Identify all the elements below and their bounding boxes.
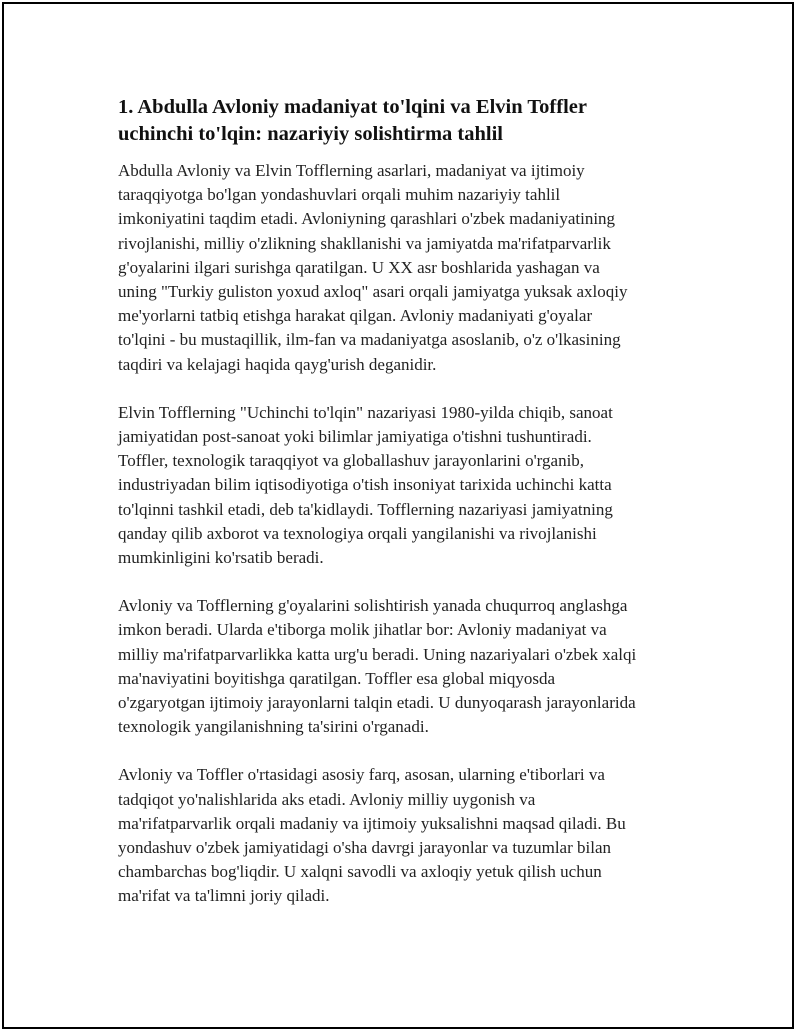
- paragraph-line: tadqiqot yo'nalishlarida aks etadi. Avloniy milliy uygonish va: [118, 789, 536, 809]
- paragraph-line: mumkinligini ko'rsatib beradi.: [118, 548, 324, 568]
- paragraph-line: Avloniy va Tofflerning g'oyalarini solishtirish yanada chuqurroq anglashga: [118, 596, 628, 616]
- paragraph-line: Abdulla Avloniy va Elvin Tofflerning asarlari, madaniyat va ijtimoiy: [118, 161, 585, 180]
- paragraph-4: [118, 763, 698, 908]
- paragraph-line: imkon beradi. Ularda e'tiborga molik jihatlar bor: Avloniy madaniyat va: [118, 620, 607, 640]
- section-heading: [118, 94, 698, 148]
- paragraph-line: industriyadan bilim iqtisodiyotiga o'tish insoniyat tarixida uchinchi katta: [118, 475, 612, 495]
- paragraph-line: jamiyatidan post-sanoat yoki bilimlar jamiyatiga o'tishni tushuntiradi.: [118, 427, 592, 447]
- document-body: [118, 94, 698, 933]
- paragraph-line: imkoniyatini taqdim etadi. Avloniyning qarashlari o'zbek madaniyatining: [118, 209, 616, 229]
- paragraph-line: qanday qilib axborot va texnologiya orqali yangilanishi va rivojlanishi: [118, 523, 597, 543]
- paragraph-line: to'lqini - bu mustaqillik, ilm-fan va madaniyatga asoslanib, o'z o'lkasining: [118, 330, 621, 350]
- paragraph-line: chambarchas bog'liqdir. U xalqni savodli va axloqiy yetuk qilish uchun: [118, 862, 602, 882]
- paragraph-line: Elvin Tofflerning "Uchinchi to'lqin" nazariyasi 1980-yilda chiqib, sanoat: [118, 402, 613, 422]
- paragraph-line: to'lqinni tashkil etadi, deb ta'kidlaydi. Tofflerning nazariyasi jamiyatning: [118, 499, 613, 519]
- paragraph-line: taqdiri va kelajagi haqida qayg'urish deganidir.: [118, 354, 437, 374]
- paragraph-line: ma'naviyatini boyitishga qaratilgan. Toffler esa global miqyosda: [118, 668, 556, 688]
- heading-line: uchinchi to'lqin: nazariyiy solishtirma tahlil: [118, 123, 503, 145]
- paragraph-line: o'zgaryotgan ijtimoiy jarayonlarni talqin etadi. U dunyoqarash jarayonlarida: [118, 693, 636, 713]
- paragraph-line: uning "Turkiy guliston yoxud axloq" asari orqali jamiyatga yuksak axloqiy: [118, 282, 628, 302]
- paragraph-1: [118, 159, 698, 377]
- paragraph-line: me'yorlarni tatbiq etishga harakat qilgan. Avloniy madaniyati g'oyalar: [118, 306, 593, 326]
- paragraph-line: Toffler, texnologik taraqqiyot va globallashuv jarayonlarini o'rganib,: [118, 451, 585, 471]
- paragraph-line: taraqqiyotga bo'lgan yondashuvlari orqali muhim nazariyiy tahlil: [118, 185, 561, 205]
- paragraph-2: [118, 401, 698, 570]
- paragraph-line: rivojlanishi, milliy o'zlikning shakllanishi va jamiyatda ma'rifatparvarlik: [118, 233, 611, 253]
- paragraph-line: ma'rifatparvarlik orqali madaniy va ijtimoiy yuksalishni maqsad qiladi. Bu: [118, 813, 626, 833]
- paragraph-3: [118, 594, 698, 739]
- paragraph-line: g'oyalarini ilgari surishga qaratilgan. U XX asr boshlarida yashagan va: [118, 257, 600, 277]
- paragraph-line: milliy ma'rifatparvarlikka katta urg'u beradi. Uning nazariyalari o'zbek xalqi: [118, 644, 637, 664]
- paragraph-line: yondashuv o'zbek jamiyatidagi o'sha davrgi jarayonlar va tuzumlar bilan: [118, 838, 611, 858]
- paragraph-line: texnologik yangilanishning ta'sirini o'rganadi.: [118, 717, 429, 737]
- paragraph-line: Avloniy va Toffler o'rtasidagi asosiy farq, asosan, ularning e'tiborlari va: [118, 765, 605, 785]
- paragraph-line: ma'rifat va ta'limni joriy qiladi.: [118, 886, 330, 906]
- heading-line: 1. Abdulla Avloniy madaniyat to'lqini va Elvin Toffler: [118, 96, 587, 118]
